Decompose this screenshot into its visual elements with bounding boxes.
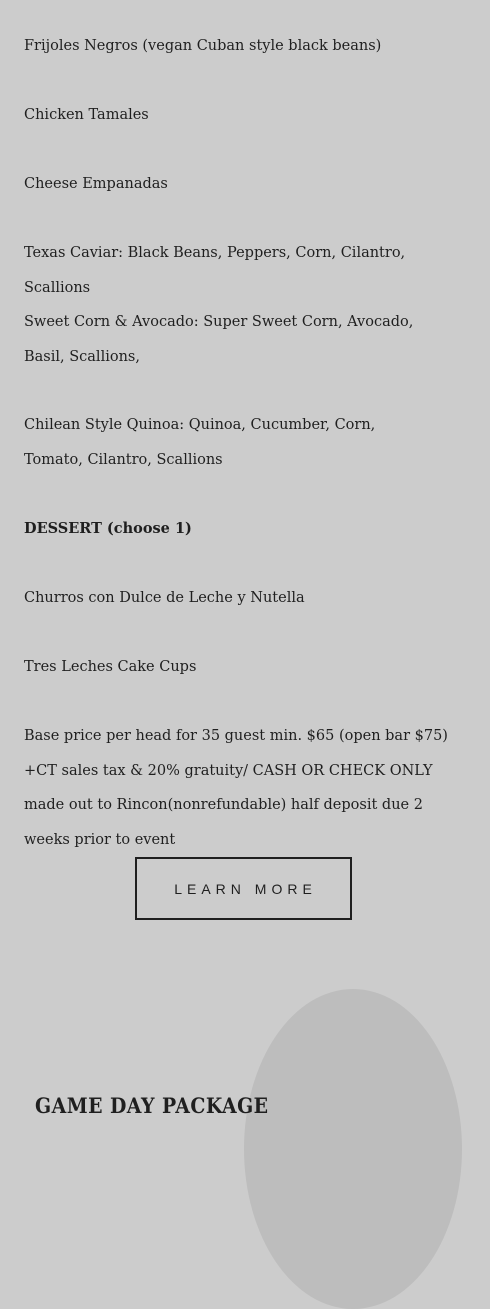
menu-item-texas-caviar: Texas Caviar: Black Beans, Peppers, Corn, Cilantro, Scallions [24, 245, 406, 296]
dessert-item-tres-leches: Tres Leches Cake Cups [24, 659, 197, 675]
menu-item-sweet-corn-avocado: Sweet Corn & Avocado: Super Sweet Corn, Avocado, Basil, Scallions, [24, 314, 414, 365]
dessert-heading: DESSERT (choose 1) [24, 520, 192, 537]
menu-item-frijoles-negros: Frijoles Negros (vegan Cuban style black beans) [24, 38, 382, 54]
menu-item-cheese-empanadas: Cheese Empanadas [24, 176, 168, 192]
menu-item-chicken-tamales: Chicken Tamales [24, 107, 149, 123]
menu-item-chilean-quinoa: Chilean Style Quinoa: Quinoa, Cucumber, Corn, Tomato, Cilantro, Scallions [24, 417, 376, 468]
decorative-oval-image [244, 989, 462, 1309]
pricing-note: Base price per head for 35 guest min. $65 (open bar $75) +CT sales tax & 20% gratuity/ CASH OR CHECK ONLY made out to Rincon(nonrefundable) half deposit due 2 weeks prior to event [24, 728, 448, 848]
dessert-item-churros: Churros con Dulce de Leche y Nutella [24, 590, 305, 606]
learn-more-button[interactable]: LEARN MORE [135, 857, 352, 920]
game-day-package-heading: GAME DAY PACKAGE [35, 1093, 269, 1118]
